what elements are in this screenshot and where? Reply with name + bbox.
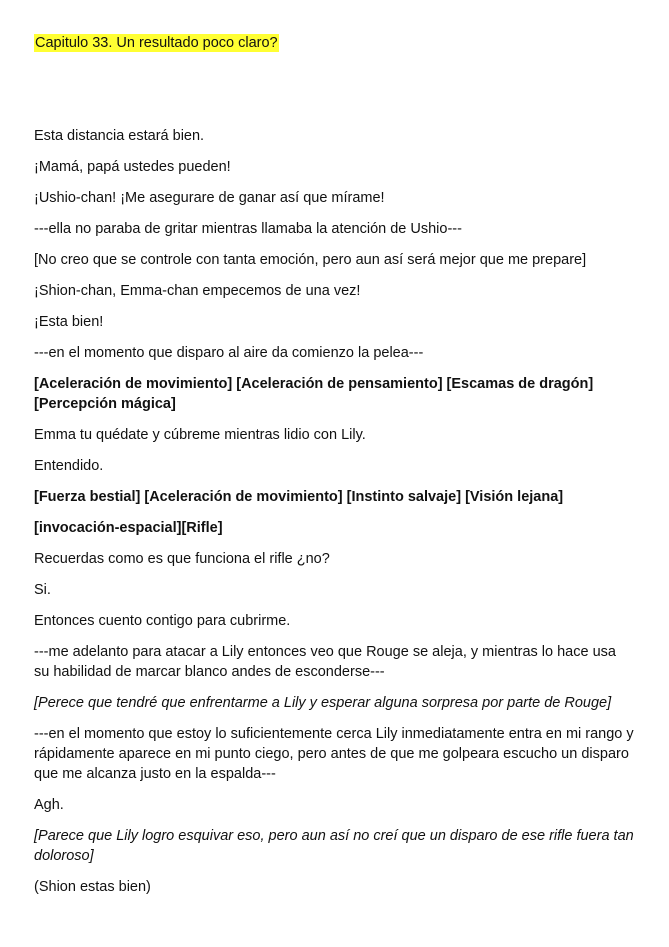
paragraph: ¡Shion-chan, Emma-chan empecemos de una vez! [34, 283, 361, 299]
paragraph: ¡Esta bien! [34, 314, 104, 330]
paragraph: ¡Ushio-chan! ¡Me asegurare de ganar así que mírame! [34, 190, 385, 206]
paragraph: Recuerdas como es que funciona el rifle ¿no? [34, 551, 330, 567]
skills-paragraph: [Aceleración de movimiento] [Aceleración de pensamiento] [Escamas de dragón][Percepción mágica] [34, 376, 594, 412]
paragraph: ---ella no paraba de gritar mientras llamaba la atención de Ushio--- [34, 221, 462, 237]
paragraph: ---me adelanto para atacar a Lily entonces veo que Rouge se aleja, y mientras lo hace usa su habilidad de marcar blanco andes de esconderse--- [34, 644, 616, 680]
paragraph: Esta distancia estará bien. [34, 128, 205, 144]
chapter-title: Capitulo 33. Un resultado poco claro? [35, 35, 278, 51]
document-body [34, 126, 634, 908]
paragraph: Entonces cuento contigo para cubrirme. [34, 613, 291, 629]
thought-paragraph: [Parece que Lily logro esquivar eso, pero aun así no creí que un disparo de ese rifle fuera tan doloroso] [34, 828, 634, 864]
paragraph: Agh. [34, 797, 64, 813]
paragraph: (Shion estas bien) [34, 879, 151, 895]
paragraph: Entendido. [34, 458, 104, 474]
paragraph: [No creo que se controle con tanta emoción, pero aun así será mejor que me prepare] [34, 252, 587, 268]
thought-paragraph: [Perece que tendré que enfrentarme a Lily y esperar alguna sorpresa por parte de Rouge] [34, 695, 612, 711]
paragraph: ---en el momento que estoy lo suficientemente cerca Lily inmediatamente entra en mi rango y rápidamente aparece en mi punto ciego, pero antes de que me golpeara escucho un disparo que me alcanza justo en la espalda--- [34, 726, 634, 782]
paragraph: Si. [34, 582, 51, 598]
paragraph: Emma tu quédate y cúbreme mientras lidio con Lily. [34, 427, 366, 443]
skills-paragraph: [invocación-espacial][Rifle] [34, 520, 223, 536]
skills-paragraph: [Fuerza bestial] [Aceleración de movimiento] [Instinto salvaje] [Visión lejana] [34, 489, 564, 505]
paragraph: ¡Mamá, papá ustedes pueden! [34, 159, 231, 175]
paragraph: ---en el momento que disparo al aire da comienzo la pelea--- [34, 345, 424, 361]
